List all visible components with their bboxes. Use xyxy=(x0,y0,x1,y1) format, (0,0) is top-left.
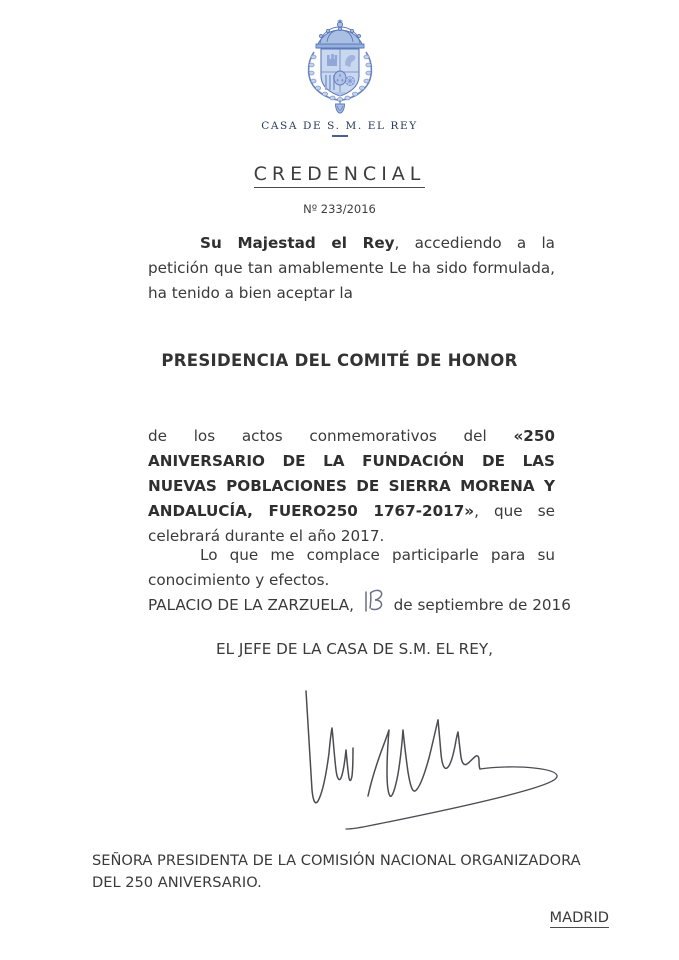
paragraph-two-after: , que se celebrará durante el año 2017. xyxy=(148,502,555,545)
addressee-block xyxy=(92,850,612,894)
handwritten-signature xyxy=(288,678,588,838)
paragraph-three xyxy=(148,543,555,593)
page-title-text: CREDENCIAL xyxy=(254,163,426,188)
page-title xyxy=(0,163,679,185)
letterhead-caption: CASA DE S. M. EL REY xyxy=(261,120,418,132)
paragraph-one-rest: , accediendo a la petición que tan amablemente Le ha sido formulada, ha tenido a bien aceptar la xyxy=(148,234,555,302)
event-name: «250 ANIVERSARIO DE LA FUNDACIÓN DE LAS NUEVAS POBLACIONES DE SIERRA MORENA Y ANDALUCÍA, FUERO250 1767-2017» xyxy=(148,427,555,520)
letterhead xyxy=(0,18,679,137)
committee-title: PRESIDENCIA DEL COMITÉ DE HONOR xyxy=(161,351,518,370)
handwritten-day-glyph xyxy=(361,586,389,616)
paragraph-two xyxy=(148,424,555,549)
letterhead-divider xyxy=(332,135,348,137)
signer-title: EL JEFE DE LA CASA DE S.M. EL REY, xyxy=(216,640,493,658)
paragraph-two-before: de los actos conmemorativos del xyxy=(148,427,514,445)
paragraph-one xyxy=(148,231,555,306)
paragraph-three-text: Lo que me complace participarle para su conocimiento y efectos. xyxy=(148,546,555,589)
document-number: Nº 233/2016 xyxy=(303,202,376,216)
date-line xyxy=(148,596,578,614)
date-rest: de septiembre de 2016 xyxy=(393,596,571,614)
addressee-line-1: SEÑORA PRESIDENTA DE LA COMISIÓN NACIONAL ORGANIZADORA xyxy=(92,852,581,869)
date-place: PALACIO DE LA ZARZUELA, xyxy=(148,596,355,614)
addressee-line-2: DEL 250 ANIVERSARIO. xyxy=(92,874,262,891)
city-label xyxy=(0,909,679,926)
handwritten-day xyxy=(359,609,389,610)
spanish-royal-coat-of-arms-icon xyxy=(294,18,386,116)
city-text: MADRID xyxy=(549,909,609,926)
paragraph-one-lead: Su Majestad el Rey xyxy=(200,234,395,252)
